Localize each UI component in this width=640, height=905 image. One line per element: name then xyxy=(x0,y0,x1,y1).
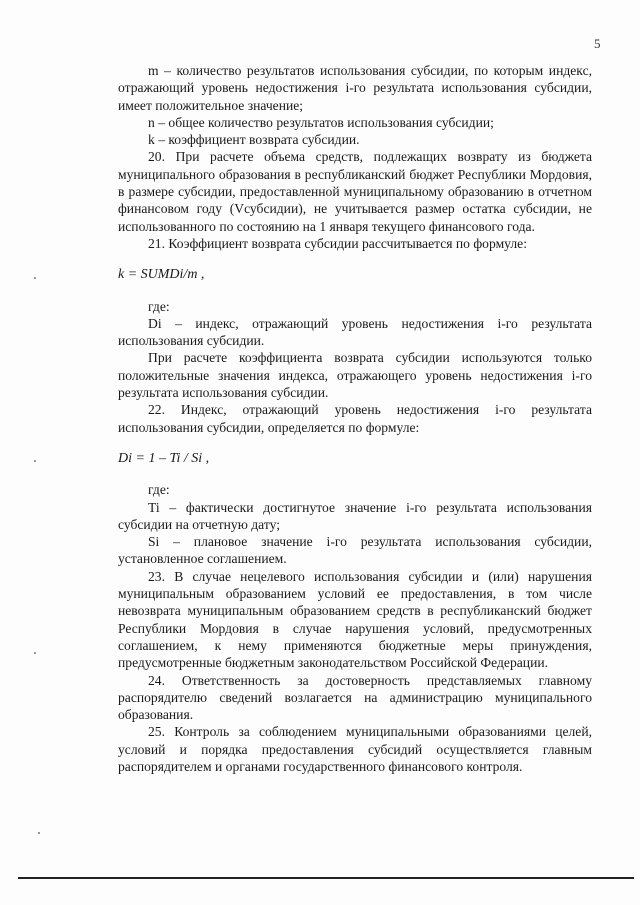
definition-k: k – коэффициент возврата субсидии. xyxy=(148,132,360,148)
paragraph-23: 23. В случае нецелевого использования субсидии и (или) нарушения муниципальным образованием условий ее предоставления, в том числе невозврата муниципальным образованием средств в республиканский бюджет Республики Мордовия в случае нарушения условий, предусмотренных соглашением, к нему применяются бюджетные меры принуждения, предусмотренные бюджетным законодательством Российской Федерации. xyxy=(118,568,592,671)
formula-d: Di = 1 – Ti / Si , xyxy=(118,450,210,466)
paragraph-25: 25. Контроль за соблюдением муниципальными образованиями целей, условий и порядка предоставления субсидий осуществляется главным распорядителем и органами государственного финансового контроля. xyxy=(118,724,592,774)
document-body xyxy=(118,62,592,775)
scan-speck xyxy=(34,277,36,279)
bottom-scan-edge xyxy=(18,877,634,879)
paragraph-22: 22. Индекс, отражающий уровень недостижения i-го результата использования субсидии, определяется по формуле: xyxy=(118,402,592,435)
definition-d: Di – индекс, отражающий уровень недостижения i-го результата использования субсидии. xyxy=(118,315,592,349)
formula-k: k = SUMDi/m , xyxy=(118,267,205,283)
scan-speck xyxy=(34,652,36,654)
definition-n: n – общее количество результатов использования субсидии; xyxy=(148,114,494,130)
page-number: 5 xyxy=(594,36,601,51)
paragraph-24: 24. Ответственность за достоверность представляемых главному распорядителю сведений возлагается на администрацию муниципального образования. xyxy=(118,672,592,723)
where-label-2: где: xyxy=(148,482,170,498)
definition-m: m – количество результатов использования субсидии, по которым индекс, отражающий уровень недостижения i-го результата использования субсидии, имеет положительное значение; xyxy=(118,63,592,113)
paragraph-21: 21. Коэффициент возврата субсидии рассчитывается по формуле: xyxy=(148,235,527,251)
paragraph-positive-values: При расчете коэффициента возврата субсидии используются только положительные значения индекса, отражающего уровень недостижения i-го результата использования субсидии. xyxy=(118,350,592,401)
paragraph-20: 20. При расчете объема средств, подлежащих возврату из бюджета муниципального образования в республиканский бюджет Республики Мордовия, в размере субсидии, предоставленной муниципальному образованию в отчетном финансовом году (Vсубсидии), не учитывается размер остатка субсидии, не использованного по состоянию на 1 января текущего финансового года. xyxy=(118,149,592,234)
definition-t: Ti – фактически достигнутое значение i-го результата использования субсидии на отчетную дату; xyxy=(118,499,592,532)
where-label-1: где: xyxy=(148,298,170,314)
scan-speck xyxy=(34,460,36,462)
definition-s: Si – плановое значение i-го результата использования субсидии, установленное соглашением. xyxy=(118,534,592,567)
scan-speck xyxy=(38,832,40,834)
